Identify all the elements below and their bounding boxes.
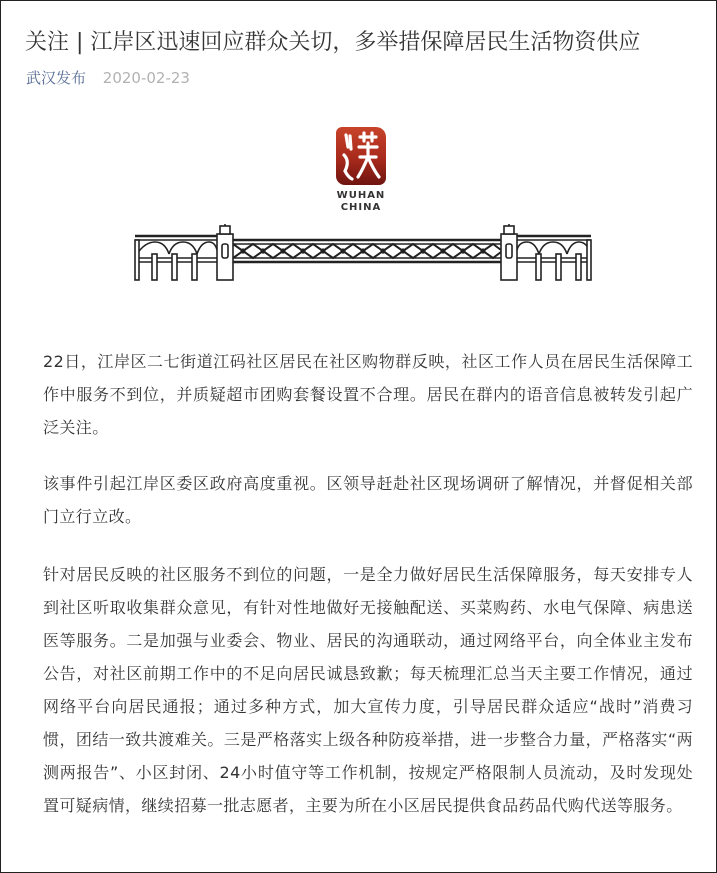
article-meta [26, 67, 190, 89]
wuhan-seal-logo-icon [336, 127, 386, 185]
article-title: 关注 | 江岸区迅速回应群众关切，多举措保障居民生活物资供应 [25, 30, 641, 55]
paragraph-government-response: 该事件引起江岸区委区政府高度重视。区领导赶赴社区现场调研了解情况，并督促相关部门立行立改。 [43, 474, 693, 526]
publish-date: 2020-02-23 [102, 69, 190, 87]
paragraph-measures: 针对居民反映的社区服务不到位的问题，一是全力做好居民生活保障服务，每天安排专人到社区听取收集群众意见，有针对性地做好无接触配送、买菜购药、水电气保障、病患送医等服务。二是加强与业委会、物业、居民的沟通联动，通过网络平台，向全体业主发布公告，对社区前期工作中的不足向居民诚恳致歉；每天梳理汇总当天主要工作情况，通过网络平台向居民通报；通过多种方式，加大宣传力度，引导居民群众适应“战时”消费习惯，团结一致共渡难关。三是严格落实上级各种防疫举措，进一步整合力量，严格落实“两测两报告”、小区封闭、24小时值守等工作机制，按规定严格限制人员流动，及时发现处置可疑病情，继续招募一批志愿者，主要为所在小区居民提供食品药品代购代送等服务。 [43, 565, 693, 815]
yangtze-bridge-illustration-icon [131, 224, 593, 284]
source-account-link[interactable]: 武汉发布 [26, 69, 87, 87]
article-body [43, 345, 693, 852]
wuhan-banner-image [131, 119, 593, 289]
wuhan-china-wordmark: WUHAN CHINA [336, 190, 386, 213]
paragraph-incident: 22日，江岸区二七街道江码社区居民在社区购物群反映，社区工作人员在居民生活保障工作中服务不到位，并质疑超市团购套餐设置不合理。居民在群内的语音信息被转发引起广泛关注。 [43, 352, 693, 437]
